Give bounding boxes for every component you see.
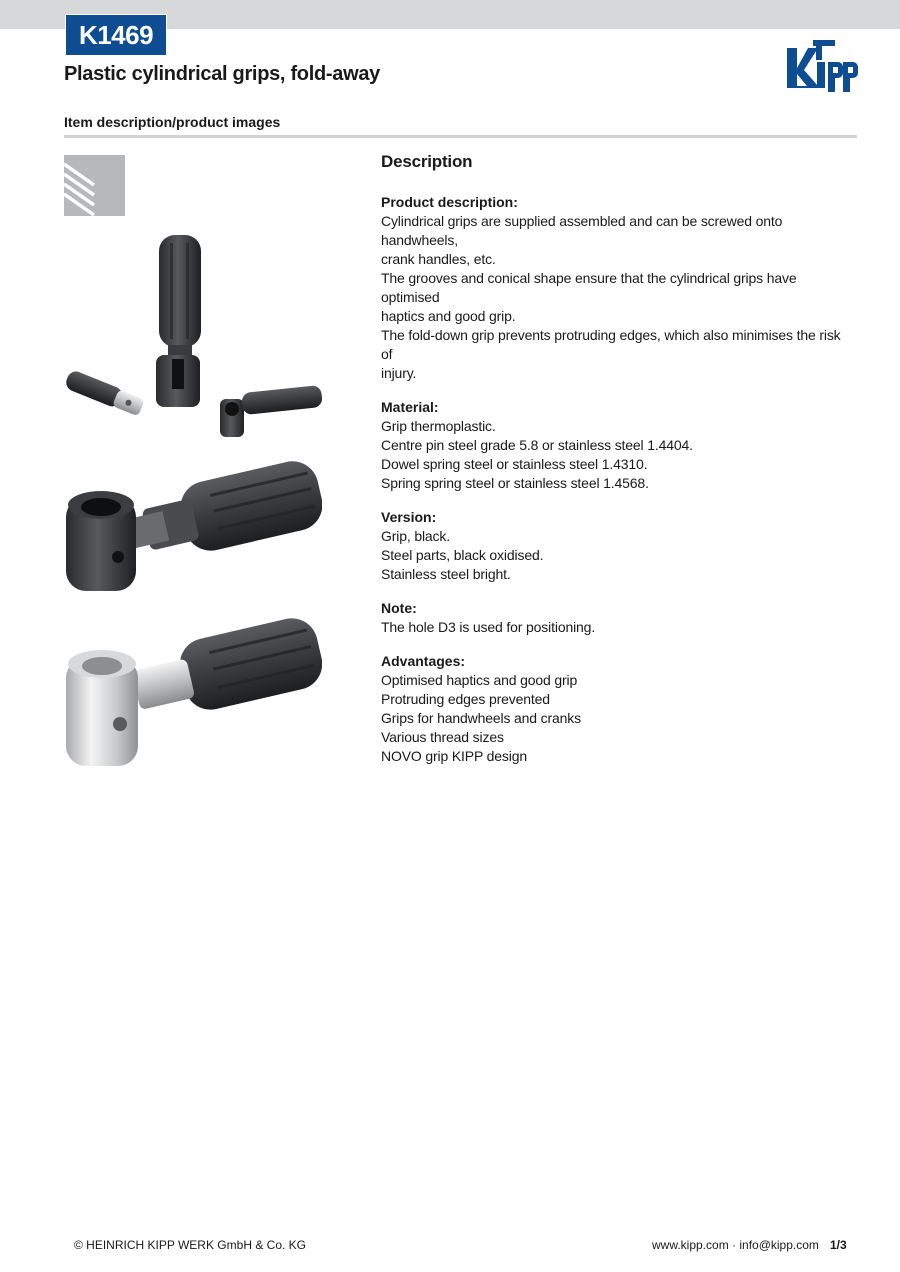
- text-line: Steel parts, black oxidised.: [381, 547, 544, 563]
- footer-contact: www.kipp.com · info@kipp.com: [652, 1238, 819, 1252]
- text-line: Spring spring steel or stainless steel 1.4568.: [381, 475, 649, 491]
- note-block: [381, 599, 851, 637]
- text-line: Centre pin steel grade 5.8 or stainless steel 1.4404.: [381, 437, 693, 453]
- description-title: Description: [381, 152, 473, 171]
- text-line: Various thread sizes: [381, 729, 504, 745]
- material-block: [381, 398, 851, 493]
- stainless-grip-photo: [64, 600, 322, 770]
- note-heading: Note:: [381, 600, 417, 616]
- text-line: Grips for handwheels and cranks: [381, 710, 582, 726]
- advantages-heading: Advantages:: [381, 653, 466, 669]
- page-number: 1/3: [830, 1238, 847, 1252]
- page-title: Plastic cylindrical grips, fold-away: [64, 63, 380, 85]
- product-code-badge: K1469: [65, 14, 167, 56]
- text-line: The grooves and conical shape ensure that the cylindrical grips have optimised: [381, 270, 797, 305]
- section-divider: [64, 135, 857, 138]
- material-heading: Material:: [381, 399, 439, 415]
- section-label: Item description/product images: [64, 114, 281, 130]
- text-line: Optimised haptics and good grip: [381, 672, 578, 688]
- description-section: [381, 152, 851, 781]
- text-line: Cylindrical grips are supplied assembled and can be screwed onto handwheels,: [381, 213, 783, 248]
- text-line: Grip thermoplastic.: [381, 418, 496, 434]
- text-line: NOVO grip KIPP design: [381, 748, 527, 764]
- text-line: injury.: [381, 365, 417, 381]
- footer-copyright: © HEINRICH KIPP WERK GmbH & Co. KG: [74, 1238, 306, 1252]
- text-line: haptics and good grip.: [381, 308, 516, 324]
- version-block: [381, 508, 851, 584]
- text-line: Stainless steel bright.: [381, 566, 511, 582]
- version-heading: Version:: [381, 509, 437, 525]
- text-line: The hole D3 is used for positioning.: [381, 619, 596, 635]
- advantages-block: [381, 652, 851, 766]
- kipp-logo: [784, 38, 858, 92]
- product-description-heading: Product description:: [381, 194, 518, 210]
- text-line: crank handles, etc.: [381, 251, 496, 267]
- product-description-block: [381, 193, 851, 383]
- hatched-placeholder-icon: [64, 155, 125, 216]
- text-line: The fold-down grip prevents protruding edges, which also minimises the risk of: [381, 327, 841, 362]
- text-line: Protruding edges prevented: [381, 691, 550, 707]
- text-line: Grip, black.: [381, 528, 450, 544]
- black-grip-photo: [64, 445, 322, 595]
- text-line: Dowel spring steel or stainless steel 1.4310.: [381, 456, 648, 472]
- grip-assortment-photo: [64, 229, 322, 441]
